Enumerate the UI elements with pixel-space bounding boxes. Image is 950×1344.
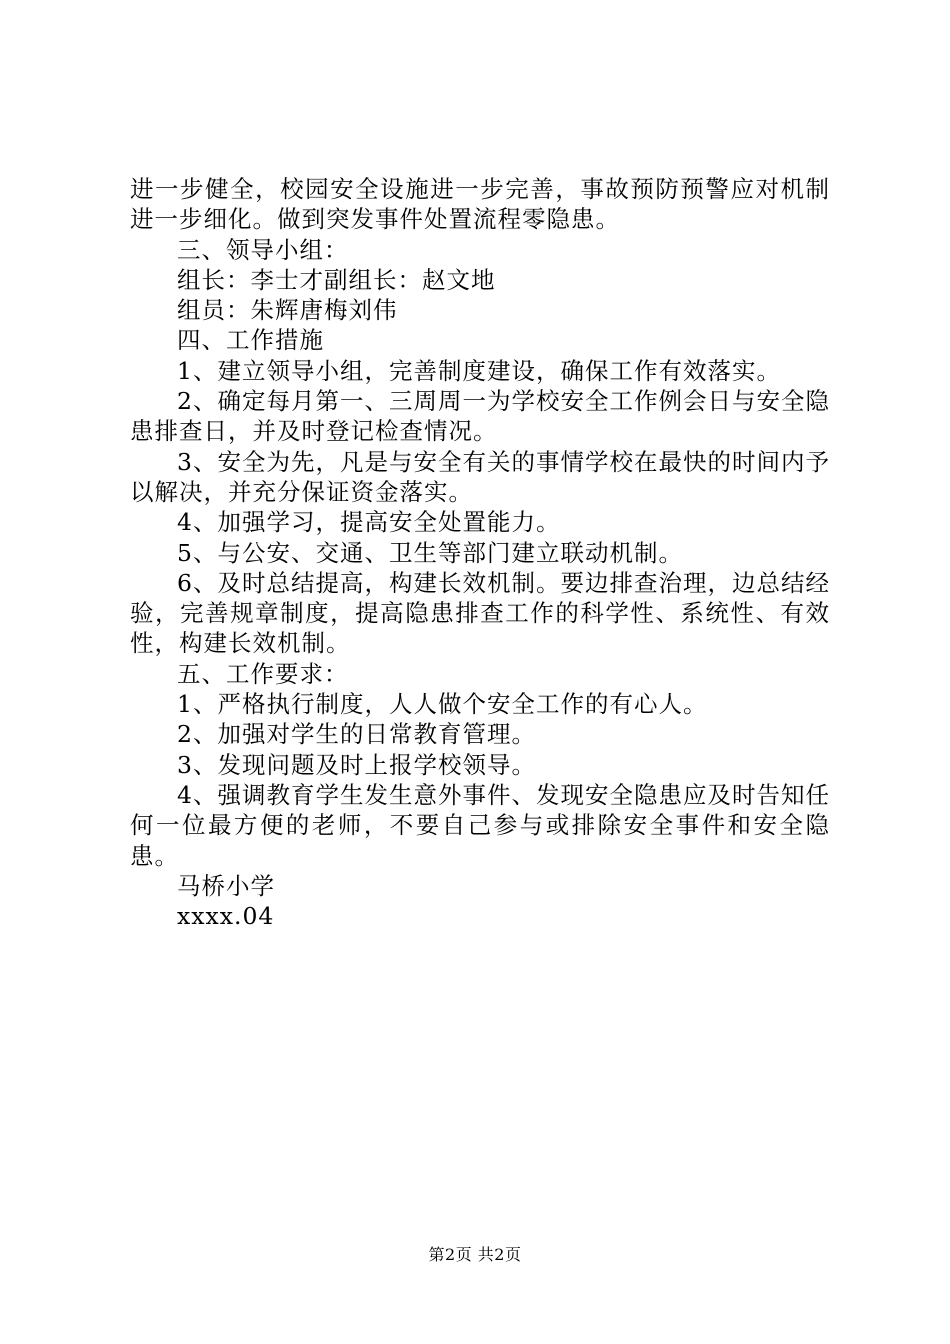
list-item-measure-5: 5、与公安、交通、卫生等部门建立联动机制。: [177, 538, 683, 567]
list-item-requirement-3: 3、发现问题及时上报学校领导。: [177, 750, 536, 779]
section-heading-leadership-group: 三、领导小组：: [177, 235, 349, 264]
signature-school-name: 马桥小学: [177, 871, 275, 900]
list-item-requirement-1: 1、严格执行制度，人人做个安全工作的有心人。: [177, 690, 708, 719]
list-item-measure-4: 4、加强学习，提高安全处置能力。: [177, 508, 561, 537]
paragraph-group-members: 组员：朱辉唐梅刘伟: [177, 296, 398, 325]
section-heading-work-measures: 四、工作措施: [177, 326, 324, 355]
document-body: [130, 174, 830, 931]
list-item-requirement-4: 4、强调教育学生发生意外事件、发现安全隐患应及时告知任何一位最方便的老师，不要自己参与或排除安全事件和安全隐患。: [130, 780, 830, 870]
signature-date: xxxx.04: [177, 902, 275, 931]
list-item-measure-1: 1、建立领导小组，完善制度建设，确保工作有效落实。: [177, 356, 781, 385]
section-heading-work-requirements: 五、工作要求：: [177, 659, 349, 688]
page-number-footer: 第2页 共2页: [428, 1245, 522, 1264]
paragraph-group-leaders: 组长：李士才副组长：赵文地: [177, 265, 496, 294]
list-item-measure-3: 3、安全为先，凡是与安全有关的事情学校在最快的时间内予以解决，并充分保证资金落实。: [130, 447, 830, 506]
paragraph-continuation: 进一步健全，校园安全设施进一步完善，事故预防预警应对机制进一步细化。做到突发事件处置流程零隐患。: [130, 175, 830, 234]
list-item-measure-6: 6、及时总结提高，构建长效机制。要边排查治理，边总结经验，完善规章制度，提高隐患排查工作的科学性、系统性、有效性，构建长效机制。: [130, 568, 830, 658]
list-item-measure-2: 2、确定每月第一、三周周一为学校安全工作例会日与安全隐患排查日，并及时登记检查情况。: [130, 387, 830, 446]
list-item-requirement-2: 2、加强对学生的日常教育管理。: [177, 720, 536, 749]
